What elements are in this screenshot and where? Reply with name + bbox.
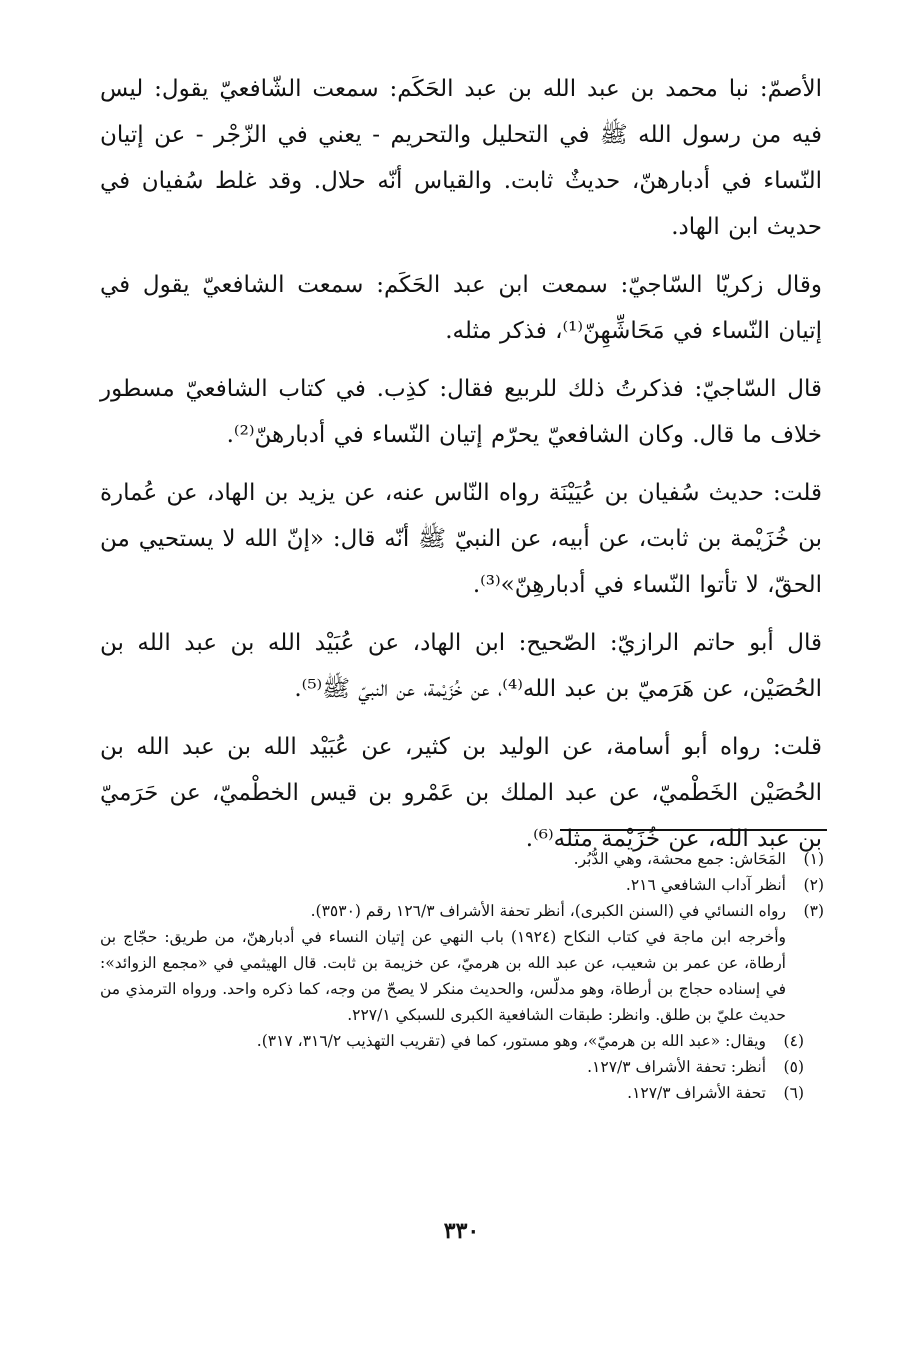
footnote-text: ويقال: «عبد الله بن هرميّ»، وهو مستور، كما في (تقريب التهذيب ٣١٦/٢، ٣١٧). bbox=[256, 1032, 766, 1050]
footnote-number: (٥) bbox=[783, 1058, 804, 1076]
footnote-item bbox=[100, 1054, 804, 1080]
footnote-text: تحفة الأشراف ١٢٧/٣. bbox=[627, 1084, 766, 1102]
paragraph-rabi-reply: قال السّاجيّ: فذكرتُ ذلك للربيع فقال: كذِب. في كتاب الشافعيّ مسطور خلاف ما قال. وكان الشافعيّ يحرّم إتيان النّساء في أدبارهنّ⁽²⁾. bbox=[100, 376, 822, 448]
footnote-continuation: وأخرجه ابن ماجة في كتاب النكاح (١٩٢٤) باب النهي عن إتيان النساء في أدبارهنّ، من طريق: حجّاج بن أرطاة، عن عمر بن شعيب، عن عبد الله بن هرميّ، عن خزيمة بن ثابت. قال الهيثمي في «مجمع الزوائد»: في إسناده حجاج بن أرطاة، وهو مدلّس، والحديث منكر لا يصحّ من وجه، كما ذكره واحد. ورواه الترمذي من حديث عليّ بن طلق. وانظر: طبقات الشافعية الكبرى للسبكي ٢٢٧/١. bbox=[100, 928, 786, 1024]
footnote-item bbox=[100, 898, 824, 924]
footnotes bbox=[100, 846, 824, 1106]
paragraph-sufyan-hadith: قلت: حديث سُفيان بن عُيَيْنَة رواه النّاس عنه، عن يزيد بن الهاد، عن عُمارة بن خُزَيْمة بن ثابت، عن أبيه، عن النبيّ ﷺ أنّه قال: «إنّ الله لا يستحيي من الحقّ، لا تأتوا النّساء في أدبارهِنّ»⁽³⁾. bbox=[100, 480, 822, 598]
footnote-item bbox=[100, 872, 824, 898]
footnote-item bbox=[100, 1028, 804, 1054]
footnote-text: المَحَاش: جمع محشة، وهي الدُّبُر. bbox=[573, 850, 786, 868]
footnote-number: (١) bbox=[803, 850, 824, 868]
footnote-text: رواه النسائي في (السنن الكبرى)، أنظر تحفة الأشراف ١٢٦/٣ رقم (٣٥٣٠). bbox=[310, 902, 786, 920]
footnote-number: (٣) bbox=[803, 902, 824, 920]
paragraph-abu-hatim: قال أبو حاتم الرازيّ: الصّحيح: ابن الهاد، عن عُبَيْد الله بن عبد الله بن الحُصَيْن، عن هَرَميّ بن عبد الله⁽⁴⁾، عن خُزَيْمة، عن النبيّ ﷺ⁽⁵⁾. bbox=[100, 630, 822, 702]
footnote-number: (٦) bbox=[783, 1084, 804, 1102]
footnote-text: أنظر آداب الشافعي ٢١٦. bbox=[625, 876, 786, 894]
paragraph-abu-usama: قلت: رواه أبو أسامة، عن الوليد بن كثير، عن عُبَيْد الله بن عبد الله بن الحُصَيْن الخَطْميّ، عن عبد الملك بن عَمْرو بن قيس الخطْميّ، عن حَرَميّ بن عبد الله، عن خُزَيْمة مثله⁽⁶⁾. bbox=[100, 734, 822, 852]
paragraph-saji-quote: وقال زكريّا السّاجيّ: سمعت ابن عبد الحَكَم: سمعت الشافعيّ يقول في إتيان النّساء في مَحَاشِّهِنّ⁽¹⁾، فذكر مثله. bbox=[100, 272, 822, 344]
footnote-separator bbox=[560, 829, 827, 831]
footnote-number: (٢) bbox=[803, 876, 824, 894]
footnote-item bbox=[100, 846, 824, 872]
paragraph-asamm: الأصمّ: نبا محمد بن عبد الله بن عبد الحَكَم: سمعت الشّافعيّ يقول: ليس فيه من رسول الله ﷺ في التحليل والتحريم - يعني في الزّجْر - عن إتيان النّساء في أدبارهنّ، حديثٌ ثابت. والقياس أنّه حلال. وقد غلط سُفيان في حديث ابن الهاد. bbox=[100, 76, 822, 240]
main-text bbox=[100, 66, 822, 874]
page-number: ٣٣٠ bbox=[443, 1218, 480, 1244]
footnote-number: (٤) bbox=[783, 1032, 804, 1050]
footnote-text: أنظر: تحفة الأشراف ١٢٧/٣. bbox=[587, 1058, 766, 1076]
footnote-item bbox=[100, 1080, 804, 1106]
